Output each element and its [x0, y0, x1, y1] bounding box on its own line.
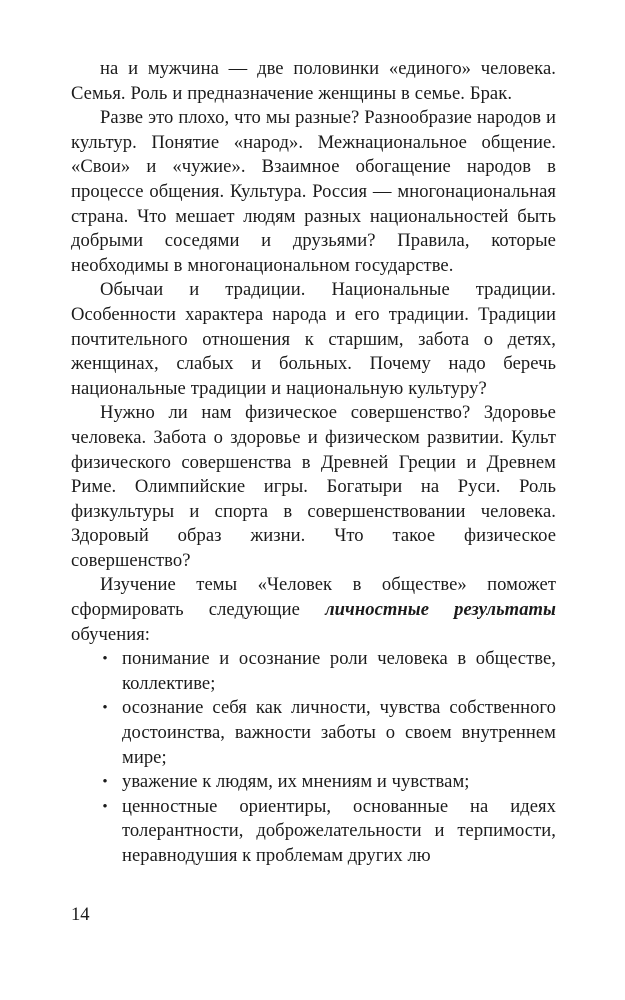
learning-outcomes-list	[71, 647, 556, 868]
list-item-text: уважение к людям, их мнениям и чувствам;	[122, 771, 470, 793]
paragraph-3: Обычаи и традиции. Национальные традиции. Особенности характера народа и его традиции. Традиции почтительного отношения к старшим, забота о детях, женщинах, слабых и больных. Почему надо беречь национальные традиции и национальную культуру?	[71, 279, 556, 399]
paragraph-1: на и мужчина — две половинки «единого» человека. Семья. Роль и предназначение женщины в семье. Брак.	[71, 58, 556, 104]
bullet-icon: •	[102, 700, 108, 717]
page-number: 14	[71, 904, 90, 925]
paragraph-2: Разве это плохо, что мы разные? Разнообразие народов и культур. Понятие «народ». Межнациональное общение. «Свои» и «чужие». Взаимное обогащение народов в процессе общения. Культура. Россия — многонациональная страна. Что мешает людям разных национальностей быть добрыми соседями и друзьями? Правила, которые необходимы в многонациональном государстве.	[71, 107, 556, 276]
page-text-block	[71, 57, 556, 869]
list-item	[71, 696, 556, 770]
bullet-icon: •	[102, 651, 108, 668]
paragraph-4: Нужно ли нам физическое совершенство? Здоровье человека. Забота о здоровье и физическом развитии. Культ физического совершенства в Древней Греции и Древнем Риме. Олимпийские игры. Богатыри на Руси. Роль физкультуры и спорта в совершенствовании человека. Здоровый образ жизни. Что такое физическое совершенство?	[71, 402, 556, 571]
list-item-text: понимание и осознание роли человека в обществе, коллективе;	[122, 648, 556, 694]
bullet-icon: •	[102, 798, 108, 815]
paragraph-5	[71, 573, 556, 647]
bullet-icon: •	[102, 774, 108, 791]
list-item-text: осознание себя как личности, чувства собственного достоинства, важности заботы о своем внутреннем мире;	[122, 697, 556, 768]
paragraph-5-lead-in: Изучение темы «Человек в обществе» поможет сформировать следующие	[71, 574, 556, 621]
list-item	[71, 770, 556, 795]
list-item	[71, 647, 556, 696]
paragraph-5-tail: обучения:	[71, 623, 151, 645]
list-item-text: ценностные ориентиры, основанные на идеях толерантности, доброжелательности и терпимости, неравнодушия к проблемам других лю	[122, 795, 556, 866]
list-item	[71, 795, 556, 869]
personal-results-emphasis: личностные результаты	[325, 599, 557, 621]
